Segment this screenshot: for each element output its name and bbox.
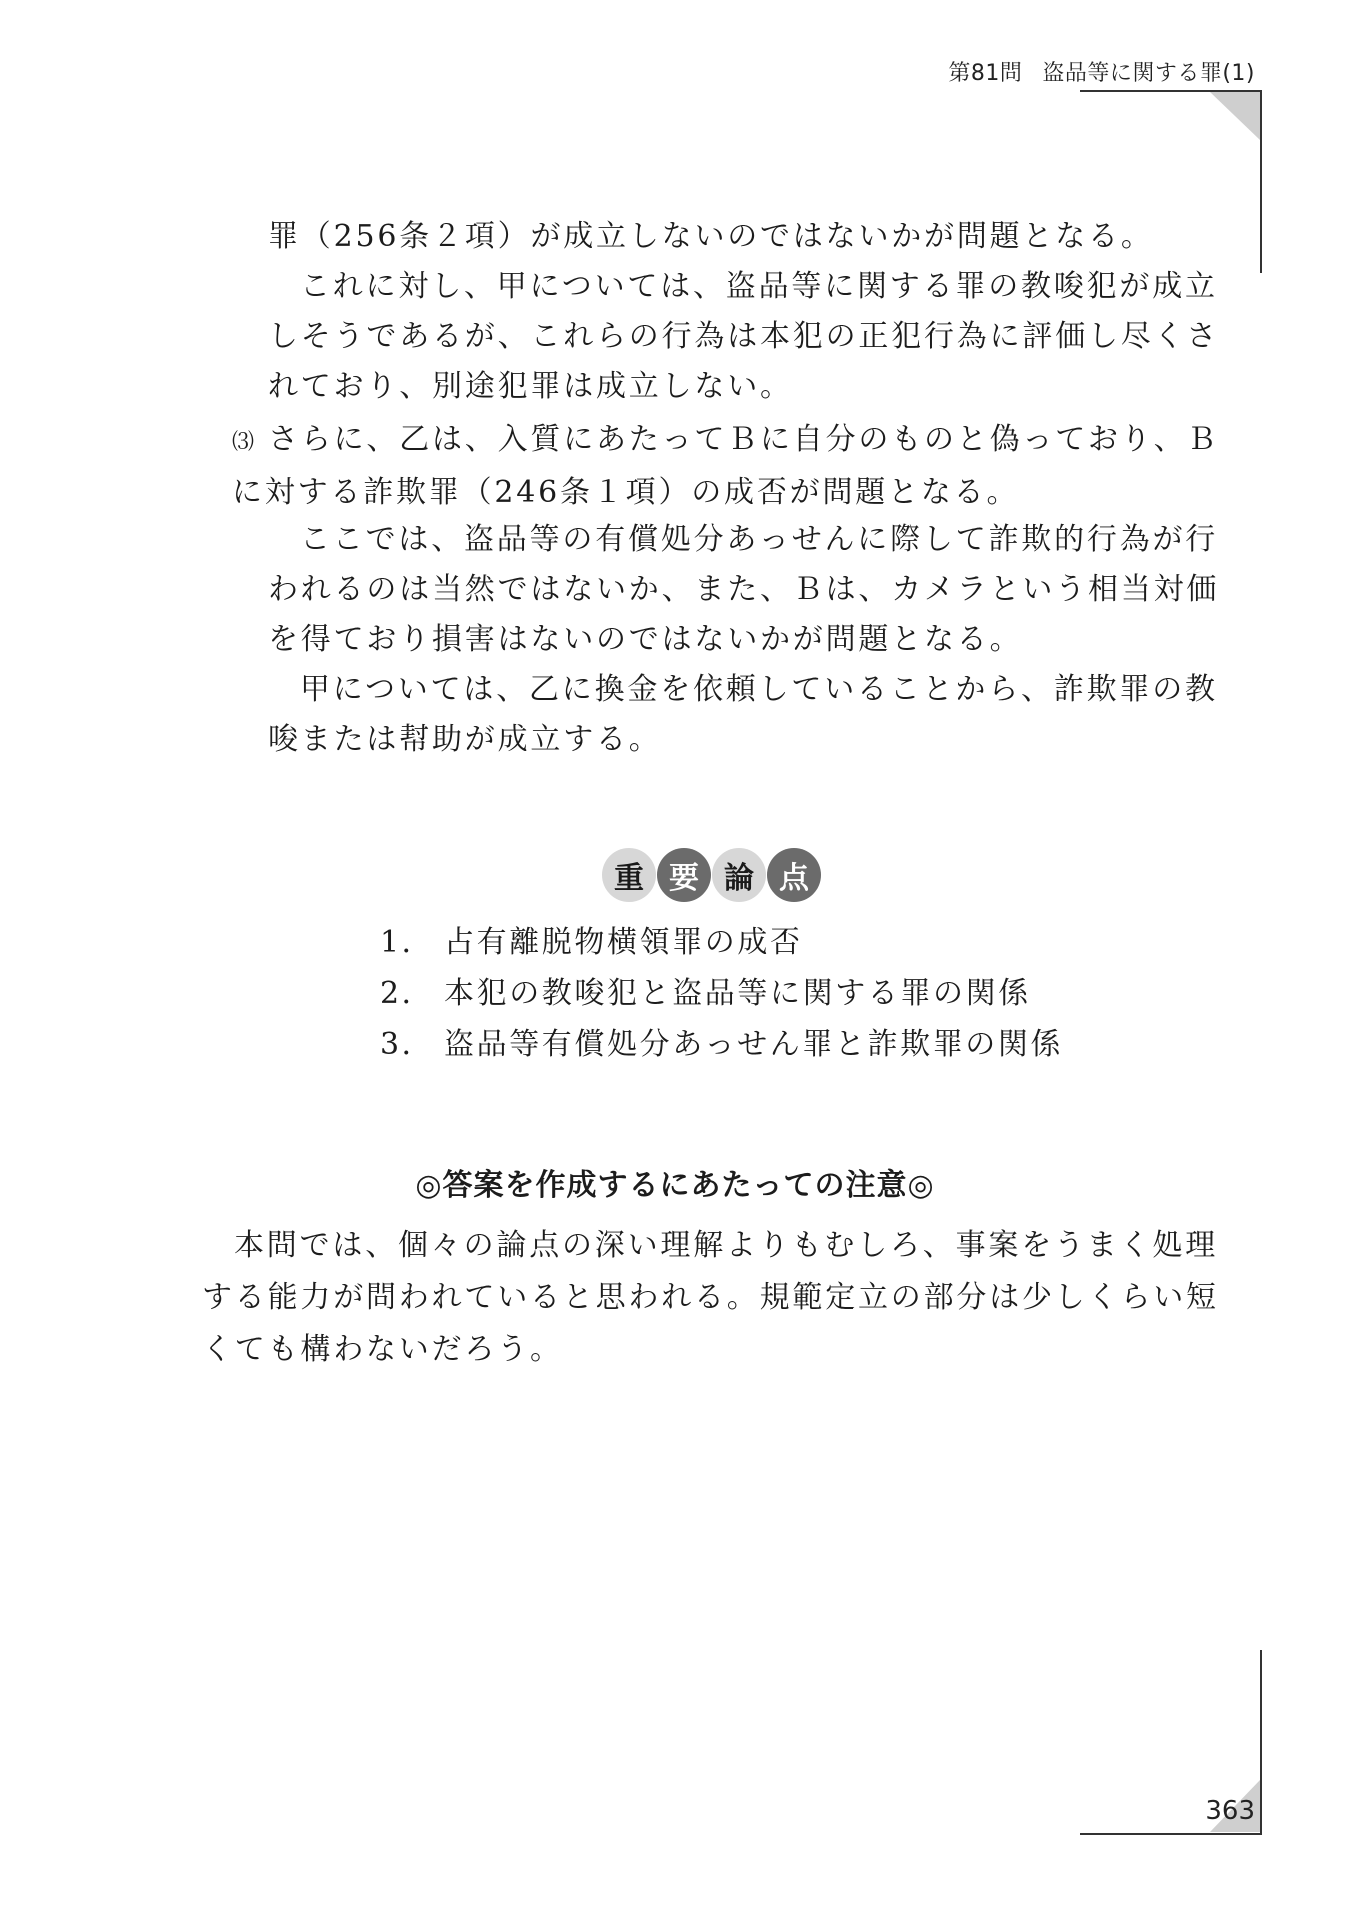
badge-char: 要 (657, 848, 711, 902)
paragraph-3 (232, 415, 1228, 518)
list-item (380, 917, 1063, 968)
item-number: 2． (380, 976, 435, 1011)
notes-heading: ◎答案を作成するにあたっての注意◎ (415, 1168, 935, 1203)
footer-vertical-rule (1260, 1650, 1262, 1835)
paragraph-3-text: さらに、乙は、入質にあたってＢに自分のものと偽っており、Ｂに対する詐欺罪（246条１項）の成否が問題となる。 (232, 422, 1220, 510)
item-number: 1． (380, 925, 435, 960)
paragraph-2: これに対し、甲については、盗品等に関する罪の教唆犯が成立しそうであるが、これらの行為は本犯の正犯行為に評価し尽くされており、別途犯罪は成立しない。 (268, 269, 1220, 404)
paragraph-1: 罪（256条２項）が成立しないのではないかが問題となる。 (268, 219, 1154, 254)
badge-char: 論 (712, 848, 766, 902)
notes-body: 本問では、個々の論点の深い理解よりもむしろ、事案をうまく処理する能力が問われていると思われる。規範定立の部分は少しくらい短くても構わないだろう。 (202, 1228, 1219, 1367)
key-points-list (380, 917, 1063, 1070)
item-text: 占有離脱物横領罪の成否 (444, 925, 803, 960)
problem-title: 盗品等に関する罪(1) (1042, 61, 1255, 86)
key-points-badge (602, 848, 821, 902)
item-number: 3． (380, 1027, 435, 1062)
badge-char: 重 (602, 848, 656, 902)
paragraph-4: ここでは、盗品等の有償処分あっせんに際して詐欺的行為が行われるのは当然ではないか、また、Ｂは、カメラという相当対価を得ており損害はないのではないかが問題となる。 (268, 522, 1220, 657)
problem-number: 第81問 (948, 61, 1023, 86)
list-item (380, 1019, 1063, 1070)
page-number: 363 (1205, 1796, 1255, 1826)
badge-char: 点 (767, 848, 821, 902)
item-text: 本犯の教唆犯と盗品等に関する罪の関係 (444, 976, 1031, 1011)
paragraph-5: 甲については、乙に換金を依頼していることから、詐欺罪の教唆または幇助が成立する。 (268, 672, 1218, 757)
header-vertical-rule (1260, 90, 1262, 273)
item-text: 盗品等有償処分あっせん罪と詐欺罪の関係 (444, 1027, 1064, 1062)
running-header (948, 56, 1255, 87)
corner-decoration (1210, 92, 1260, 140)
footer-rule (1080, 1833, 1262, 1835)
paragraph-number: ⑶ (232, 430, 255, 455)
list-item (380, 968, 1063, 1019)
